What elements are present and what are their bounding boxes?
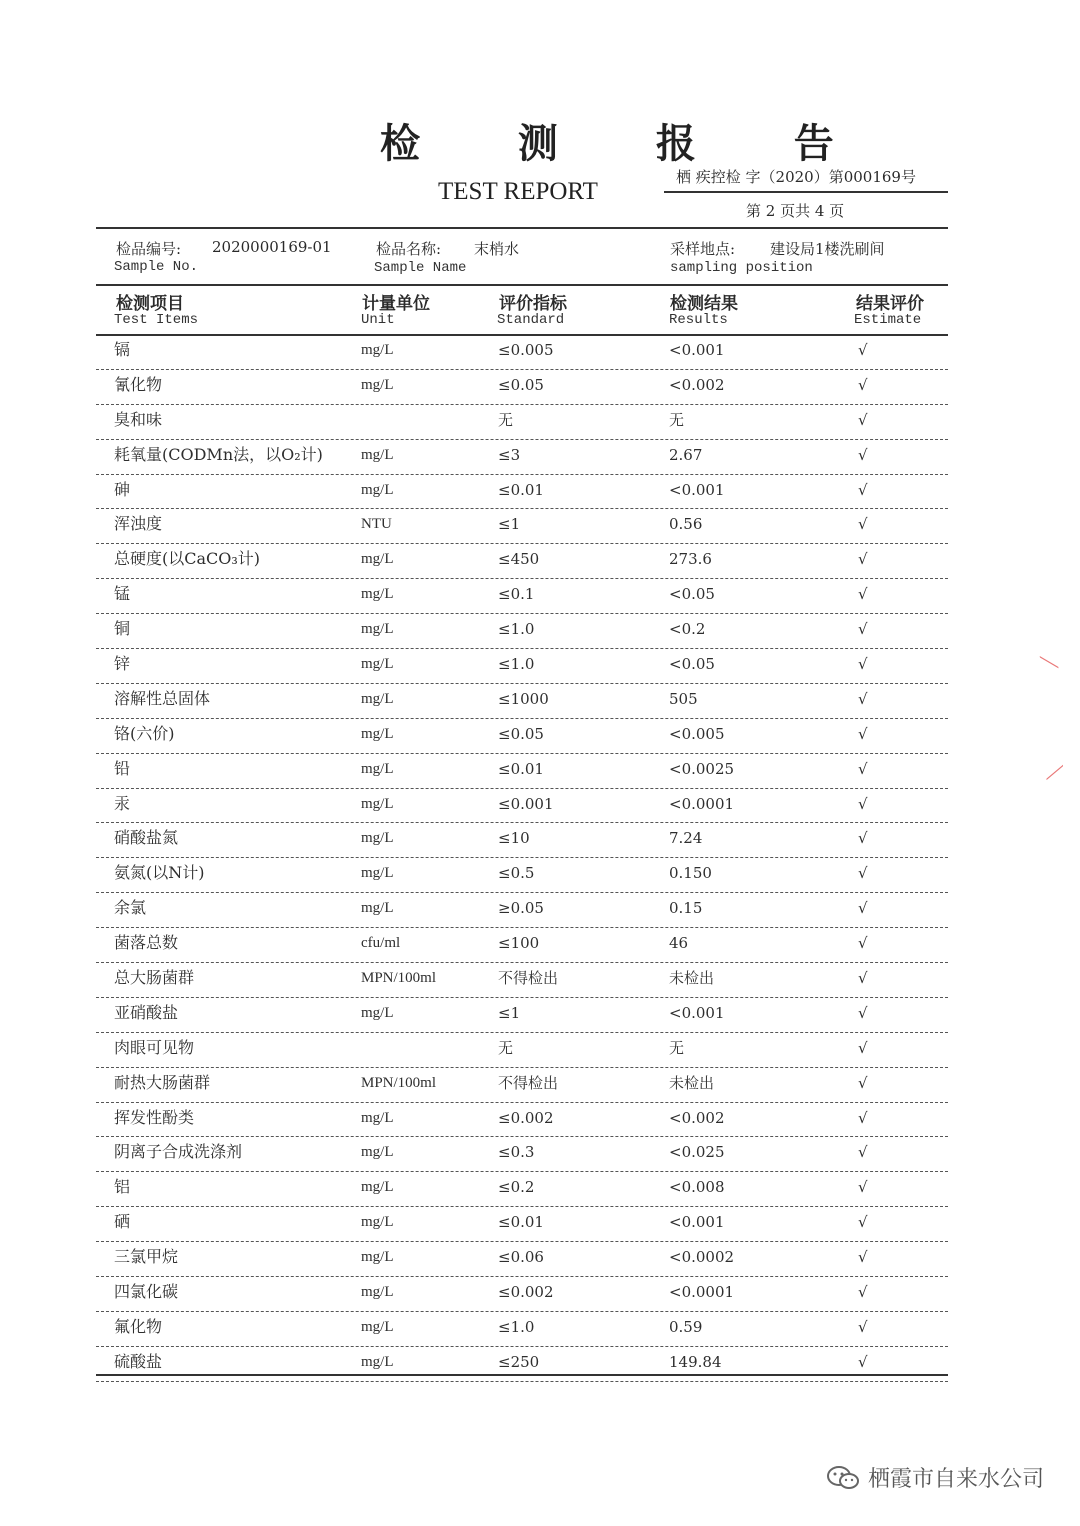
cell-item: 氟化物 [114,1316,163,1336]
cell-item: 三氯甲烷 [114,1247,179,1267]
cell-estimate: √ [858,1352,868,1371]
cell-unit: mg/L [361,1318,394,1335]
sample-name-label-en: Sample Name [374,260,467,276]
cell-unit: mg/L [361,1284,394,1301]
cell-result: 未检出 [669,1073,715,1092]
cell-item: 硒 [114,1212,131,1232]
cell-standard: ≤1.0 [498,655,535,674]
cell-item: 挥发性酚类 [114,1107,195,1127]
cell-unit: mg/L [361,1249,394,1266]
cell-item: 菌落总数 [114,933,179,953]
cell-item: 四氯化碳 [114,1282,179,1302]
cell-unit: mg/L [361,621,394,638]
cell-item: 臭和味 [114,409,163,429]
stamp-fragment-icon: ⟍ [1041,764,1067,781]
cell-item: 汞 [114,793,131,813]
wechat-icon [826,1465,860,1491]
cell-standard: ≤0.2 [498,1178,535,1197]
cell-estimate: √ [858,341,868,359]
cell-unit: NTU [361,516,392,533]
col-header-items-en: Test Items [114,312,199,328]
sampling-position-value: 建设局1楼洗刷间 [770,240,885,258]
cell-result: <0.002 [669,1108,725,1127]
cell-estimate: √ [858,410,868,429]
table-row [96,684,948,719]
cell-unit: mg/L [361,1214,394,1231]
table-row [96,440,948,475]
cell-result: <0.008 [669,1178,725,1197]
cell-result: 无 [669,1038,685,1057]
bottom-rule [96,1374,948,1376]
table-row [96,1312,948,1347]
stamp-fragment-icon: ⟋ [1034,652,1062,673]
cell-unit: mg/L [361,900,394,917]
table-row [96,1347,948,1382]
cell-unit: mg/L [361,690,394,707]
cell-estimate: √ [858,1108,868,1127]
table-row [96,1103,948,1138]
cell-item: 铅 [114,758,131,778]
cell-standard: ≤0.01 [498,759,544,778]
cell-estimate: √ [858,689,868,708]
table-row [96,963,948,998]
cell-result: 505 [669,689,698,708]
cell-unit: mg/L [361,446,394,463]
col-header-unit-en: Unit [361,312,395,328]
cell-item: 耐热大肠菌群 [114,1072,211,1092]
cell-result: 无 [669,410,685,429]
cell-unit: mg/L [361,1353,394,1370]
cell-result: <0.0002 [669,1248,735,1267]
col-header-standard: 评价指标 [499,294,567,314]
table-row [96,614,948,649]
cell-estimate: √ [858,1003,868,1022]
table-row [96,370,948,405]
table-row [96,1207,948,1242]
report-number: 栖 疾控检 字（2020）第000169号 [676,168,916,186]
cell-result: <0.001 [669,1003,725,1022]
cell-estimate: √ [858,375,868,394]
table-row [96,544,948,579]
results-table [0,335,1080,1382]
cell-unit: MPN/100ml [361,1074,437,1091]
sample-no-label: 检品编号: [116,240,182,258]
cell-item: 氨氮(以N计) [114,863,205,883]
cell-result: 7.24 [669,829,703,848]
cell-item: 铜 [114,619,131,639]
cell-standard: ≤100 [498,934,540,953]
cell-result: <0.2 [669,620,706,639]
cell-unit: mg/L [361,656,394,673]
cell-standard: ≤0.3 [498,1143,535,1162]
cell-result: <0.05 [669,655,715,674]
cell-estimate: √ [858,515,868,534]
watermark [826,1462,1044,1493]
col-header-unit: 计量单位 [362,294,430,314]
cell-standard: ≤450 [498,550,540,569]
col-header-items: 检测项目 [116,294,184,314]
cell-standard: ≤0.01 [498,480,544,499]
cell-estimate: √ [858,1283,868,1302]
col-header-standard-en: Standard [497,312,565,328]
cell-estimate: √ [858,1143,868,1162]
cell-unit: mg/L [361,1004,394,1021]
cell-unit: MPN/100ml [361,970,437,987]
sample-no-value: 2020000169-01 [212,238,332,256]
cell-result: <0.002 [669,375,725,394]
cell-item: 镉 [114,340,131,359]
cell-standard: ≥0.05 [498,899,544,918]
cell-unit: mg/L [361,376,394,393]
cell-item: 砷 [114,479,131,499]
cell-estimate: √ [858,1178,868,1197]
col-header-estimate-en: Estimate [854,312,922,328]
table-row [96,719,948,754]
col-header-estimate: 结果评价 [856,294,924,314]
cell-standard: ≤0.001 [498,794,554,813]
cell-standard: 不得检出 [498,969,559,988]
cell-standard: ≤1 [498,1003,521,1022]
cell-item: 耗氧量(CODMn法，以O₂计) [114,444,323,464]
cell-standard: ≤0.1 [498,585,535,604]
cell-estimate: √ [858,445,868,464]
cell-estimate: √ [858,1073,868,1092]
page-info: 第 2 页共 4 页 [746,202,845,220]
cell-standard: ≤3 [498,445,521,464]
sample-name-label: 检品名称: [376,240,442,258]
cell-result: <0.05 [669,585,715,604]
cell-standard: ≤0.05 [498,375,544,394]
table-row [96,335,948,370]
cell-standard: ≤0.005 [498,341,554,359]
table-row [96,754,948,789]
cell-result: 46 [669,934,689,953]
table-row [96,1277,948,1312]
cell-standard: ≤0.01 [498,1213,544,1232]
cell-estimate: √ [858,1213,868,1232]
cell-estimate: √ [858,794,868,813]
cell-result: 未检出 [669,969,715,988]
cell-estimate: √ [858,550,868,569]
cell-result: <0.005 [669,724,725,743]
cell-item: 溶解性总固体 [114,688,211,708]
cell-standard: ≤1.0 [498,620,535,639]
cell-standard: ≤0.002 [498,1108,554,1127]
meta-rule [96,284,948,286]
sample-name-value: 末梢水 [474,240,520,258]
cell-standard: ≤250 [498,1352,540,1371]
cell-standard: ≤0.5 [498,864,535,883]
top-rule [96,227,948,229]
cell-unit: mg/L [361,1179,394,1196]
table-row [96,858,948,893]
cell-estimate: √ [858,620,868,639]
title-cn: 检 测 报 告 [380,120,876,167]
sampling-position-label-en: sampling position [670,260,813,276]
cell-standard: ≤10 [498,829,530,848]
cell-estimate: √ [858,864,868,883]
cell-item: 铬(六价) [114,723,175,743]
cell-estimate: √ [858,1038,868,1057]
col-header-results-en: Results [669,312,728,328]
cell-item: 锰 [114,584,131,604]
cell-standard: ≤0.002 [498,1283,554,1302]
cell-item: 总硬度(以CaCO₃计) [114,549,261,569]
table-row [96,1137,948,1172]
cell-result: 0.59 [669,1317,703,1336]
cell-standard: ≤1000 [498,689,549,708]
table-row [96,1242,948,1277]
cell-unit: mg/L [361,725,394,742]
cell-unit: mg/L [361,586,394,603]
cell-standard: ≤1 [498,515,521,534]
cell-item: 锌 [114,654,131,674]
cell-unit: mg/L [361,551,394,568]
title-en: TEST REPORT [438,178,598,205]
cell-result: 0.15 [669,899,703,918]
cell-estimate: √ [858,1248,868,1267]
cell-standard: 不得检出 [498,1073,559,1092]
table-row [96,1033,948,1068]
cell-item: 总大肠菌群 [114,968,195,988]
cell-unit: mg/L [361,1109,394,1126]
cell-estimate: √ [858,480,868,499]
cell-estimate: √ [858,585,868,604]
cell-result: 149.84 [669,1352,722,1371]
cell-item: 氰化物 [114,374,163,394]
cell-result: <0.001 [669,480,725,499]
table-row [96,475,948,510]
table-row [96,1172,948,1207]
report-number-underline [664,191,948,193]
table-row [96,928,948,963]
watermark-text: 栖霞市自来水公司 [867,1467,1044,1492]
cell-result: <0.0001 [669,794,735,813]
cell-result: 273.6 [669,550,712,569]
table-row [96,823,948,858]
cell-result: <0.0001 [669,1283,735,1302]
cell-estimate: √ [858,655,868,674]
cell-standard: ≤0.06 [498,1248,544,1267]
cell-result: <0.001 [669,341,725,359]
cell-item: 阴离子合成洗涤剂 [114,1142,243,1162]
sampling-position-label: 采样地点: [670,240,736,258]
cell-standard: 无 [498,1038,514,1057]
cell-result: 2.67 [669,445,703,464]
cell-result: 0.56 [669,515,703,534]
cell-estimate: √ [858,1317,868,1336]
cell-unit: cfu/ml [361,935,401,952]
cell-item: 余氯 [114,898,147,918]
cell-item: 亚硝酸盐 [114,1002,179,1022]
cell-item: 浑浊度 [114,514,163,534]
cell-item: 硫酸盐 [114,1351,163,1371]
cell-standard: ≤1.0 [498,1317,535,1336]
cell-estimate: √ [858,969,868,988]
col-header-results: 检测结果 [670,294,738,314]
cell-unit: mg/L [361,1144,394,1161]
table-row [96,1068,948,1103]
table-row [96,649,948,684]
table-row [96,405,948,440]
cell-unit: mg/L [361,795,394,812]
cell-result: <0.001 [669,1213,725,1232]
cell-item: 硝酸盐氮 [114,828,179,848]
cell-estimate: √ [858,759,868,778]
cell-standard: 无 [498,410,514,429]
sample-no-label-en: Sample No. [114,259,199,275]
table-row [96,998,948,1033]
cell-item: 铝 [114,1177,131,1197]
cell-unit: mg/L [361,830,394,847]
cell-estimate: √ [858,899,868,918]
cell-estimate: √ [858,724,868,743]
cell-result: <0.025 [669,1143,725,1162]
cell-unit: mg/L [361,342,394,358]
cell-estimate: √ [858,934,868,953]
cell-result: <0.0025 [669,759,735,778]
cell-unit: mg/L [361,865,394,882]
cell-standard: ≤0.05 [498,724,544,743]
table-row [96,893,948,928]
cell-unit: mg/L [361,760,394,777]
table-row [96,579,948,614]
cell-item: 肉眼可见物 [114,1037,195,1057]
cell-estimate: √ [858,829,868,848]
table-row [96,509,948,544]
cell-result: 0.150 [669,864,712,883]
cell-unit: mg/L [361,481,394,498]
table-row [96,789,948,824]
